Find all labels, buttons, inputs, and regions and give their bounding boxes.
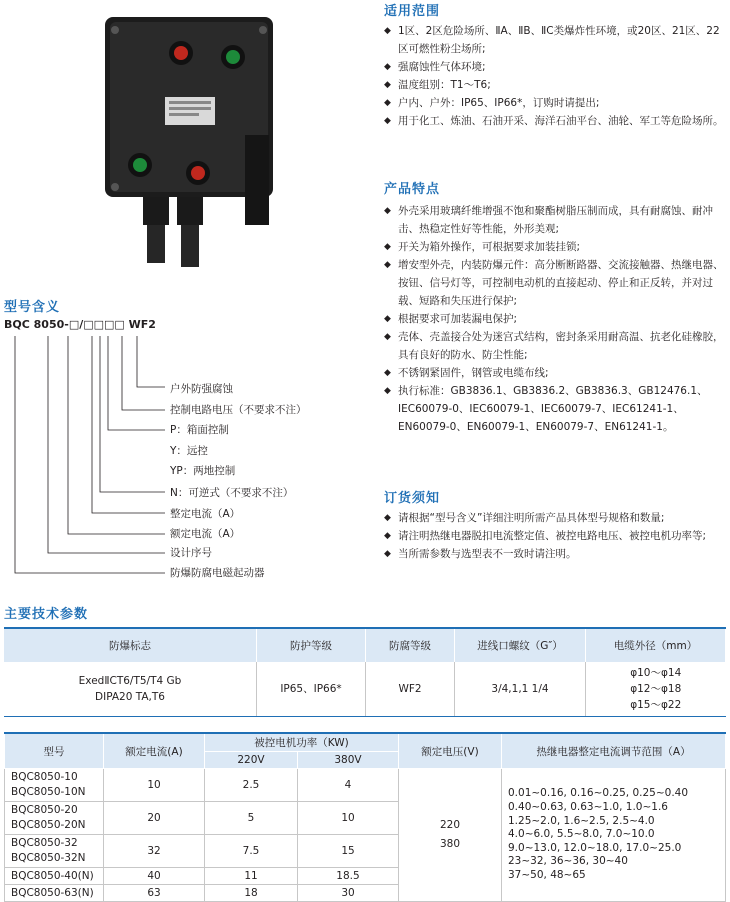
table-cell: 11 <box>205 868 298 885</box>
code-label: 设计序号 <box>170 547 212 559</box>
table-header: 热继电器整定电流调节范围（A） <box>502 733 726 769</box>
list-item: ◆ 请注明热继电器脱扣电流整定值、被控电路电压、被控电机功率等; <box>384 527 724 545</box>
list-item: ◆ 壳体、壳盖接合处为迷宫式结构，密封条采用耐高温、抗老化硅橡胶，具有良好的防水、防尘性能; <box>384 328 724 364</box>
table-cell: BQC8050-32 BQC8050-32N <box>5 835 104 868</box>
table-header: 防腐等级 <box>366 628 455 662</box>
product-photo <box>95 5 280 270</box>
table-cell: 15 <box>298 835 399 868</box>
code-label: 控制电路电压（不要求不注） <box>170 404 307 416</box>
model-code-leader-lines <box>0 330 180 580</box>
table-cell: BQC8050-20 BQC8050-20N <box>5 802 104 835</box>
table-cell: 63 <box>104 885 205 902</box>
table-cell: BQC8050-10 BQC8050-10N <box>5 769 104 802</box>
table-header: 220V <box>205 751 298 769</box>
table-header: 型号 <box>5 733 104 769</box>
table-header: 防护等级 <box>257 628 366 662</box>
order-title: 订货须知 <box>384 491 441 506</box>
table-cell: 7.5 <box>205 835 298 868</box>
table-cell: 2.5 <box>205 769 298 802</box>
order-list <box>384 509 724 563</box>
table-cell: 0.01~0.16, 0.16~0.25, 0.25~0.40 0.40~0.63, 0.63~1.0, 1.0~1.6 1.25~2.0, 1.6~2.5, 2.5~4.0 4.0~6.0, 5.5~8.0, 7.0~10.0 9.0~13.0, 12.0~18.0, 17.0~25.0 23~32, 36~36, 30~40 37~50, 48~65 <box>502 769 726 902</box>
table-cell: 10 <box>298 802 399 835</box>
table-header: 进线口螺纹（G″） <box>455 628 586 662</box>
table-cell: 220 380 <box>399 769 502 902</box>
scope-list <box>384 22 724 130</box>
table-header: 额定电压(V) <box>399 733 502 769</box>
table-cell: WF2 <box>366 662 455 717</box>
table-header: 防爆标志 <box>4 628 257 662</box>
list-item: ◆ 请根据“型号含义”详细注明所需产品具体型号规格和数量; <box>384 509 724 527</box>
code-label: 户外防强腐蚀 <box>170 383 233 395</box>
table-cell: 10 <box>104 769 205 802</box>
tech-title: 主要技术参数 <box>4 607 89 622</box>
table-cell: 5 <box>205 802 298 835</box>
list-item: ◆ 温度组别：T1～T6; <box>384 76 724 94</box>
table-cell: 32 <box>104 835 205 868</box>
code-label: YP：两地控制 <box>170 465 236 477</box>
list-item: ◆ 不锈钢紧固件，钢管或电缆布线; <box>384 364 724 382</box>
features-title: 产品特点 <box>384 182 441 197</box>
code-label: 额定电流（A） <box>170 528 241 540</box>
table-cell: BQC8050-40(N) <box>5 868 104 885</box>
protection-table <box>4 627 726 717</box>
table-header: 额定电流(A) <box>104 733 205 769</box>
table-cell: 20 <box>104 802 205 835</box>
code-label: N：可逆式（不要求不注） <box>170 487 294 499</box>
table-cell: φ10～φ14 φ12～φ18 φ15～φ22 <box>586 662 726 717</box>
list-item: ◆ 外壳采用玻璃纤维增强不饱和聚酯树脂压制而成，具有耐腐蚀、耐冲击、热稳定性好等性能，外形美观; <box>384 202 724 238</box>
list-item: ◆ 强腐蚀性气体环境; <box>384 58 724 76</box>
code-label: P：箱面控制 <box>170 424 229 436</box>
scope-title: 适用范围 <box>384 4 441 19</box>
table-cell: 4 <box>298 769 399 802</box>
table-cell: IP65、IP66* <box>257 662 366 717</box>
code-label: Y：远控 <box>170 445 208 457</box>
list-item: ◆ 增安型外壳，内装防爆元件：高分断断路器、交流接触器、热继电器、按钮、信号灯等，可控制电动机的直接起动、停止和正反转，并对过载、短路和失压进行保护; <box>384 256 724 310</box>
list-item: ◆ 执行标准：GB3836.1、GB3836.2、GB3836.3、GB12476.1、IEC60079-0、IEC60079-1、IEC60079-7、IEC61241-1、EN60079-0、EN60079-1、EN60079-7、EN61241-1。 <box>384 382 724 436</box>
specs-table <box>4 732 726 902</box>
code-label: 防爆防腐电磁起动器 <box>170 567 265 579</box>
table-cell: 18 <box>205 885 298 902</box>
list-item: ◆ 根据要求可加装漏电保护; <box>384 310 724 328</box>
list-item: ◆ 户内、户外：IP65、IP66*，订购时请提出; <box>384 94 724 112</box>
code-label: 整定电流（A） <box>170 508 241 520</box>
list-item: ◆ 开关为箱外操作，可根据要求加装挂锁; <box>384 238 724 256</box>
model-code: BQC 8050-□/□□□□ WF2 <box>4 318 156 331</box>
model-meaning-title: 型号含义 <box>4 300 61 315</box>
table-header: 电缆外径（mm） <box>586 628 726 662</box>
table-cell: 18.5 <box>298 868 399 885</box>
list-item: ◆ 当所需参数与选型表不一致时请注明。 <box>384 545 724 563</box>
table-cell: ExedⅡCT6/T5/T4 Gb DIPA20 TA,T6 <box>4 662 257 717</box>
table-cell: 40 <box>104 868 205 885</box>
list-item: ◆ 用于化工、炼油、石油开采、海洋石油平台、油轮、军工等危险场所。 <box>384 112 724 130</box>
table-cell: 3/4,1,1 1/4 <box>455 662 586 717</box>
table-header: 被控电机功率（KW) <box>205 733 399 751</box>
table-header: 380V <box>298 751 399 769</box>
table-cell: 30 <box>298 885 399 902</box>
features-list <box>384 202 724 436</box>
table-cell: BQC8050-63(N) <box>5 885 104 902</box>
list-item: ◆ 1区、2区危险场所、ⅡA、ⅡB、ⅡC类爆炸性环境，或20区、21区、22区可燃性粉尘场所; <box>384 22 724 58</box>
